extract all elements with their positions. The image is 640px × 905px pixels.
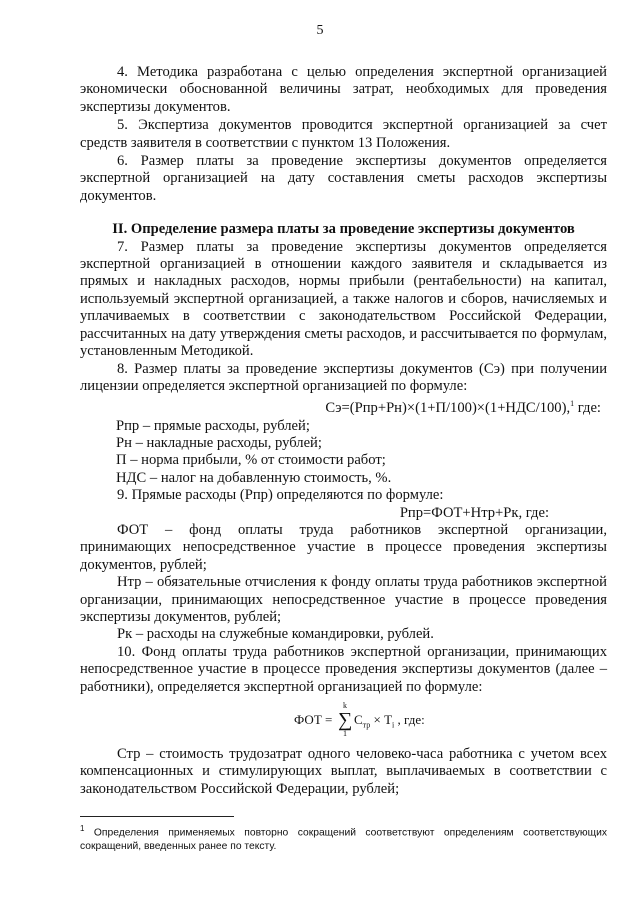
paragraph-4: 4. Методика разработана с целью определения экспертной организацией экономически обоснованной величины затрат, необходимых для проведения экспертизы документов.	[80, 64, 607, 115]
footnote	[80, 822, 607, 854]
definition-rn: Рн – накладные расходы, рублей;	[116, 434, 322, 451]
formula-cost-expertise	[80, 395, 607, 417]
sigma-symbol: ∑	[338, 709, 353, 732]
paragraph-7: 7. Размер платы за проведение экспертизы документов определяется экспертной организацией в отношении каждого заявителя и складывается из прямых и накладных расходов, нормы прибыли (рентабельности) на капитал, используемый экспертной организацией, а также налогов и сборов, начисляемых и уплачиваемых в соответствии с законодательством Российской Федерации, рассчитанных на дату утверждения сметы расходов, и рассчитывается по формулам, установленным Методикой.	[80, 238, 607, 360]
formula-c: С	[354, 712, 363, 728]
summation-sign	[338, 702, 352, 738]
paragraph-5: 5. Экспертиза документов проводится экспертной организацией за счет средств заявителя в соответствии с пунктом 13 Положения.	[80, 117, 607, 151]
paragraph-8: 8. Размер платы за проведение экспертизы документов (Сэ) при получении лицензии определяется экспертной организацией по формуле:	[80, 360, 607, 394]
formula-payroll-tail: , где:	[394, 712, 425, 728]
definition-p: П – норма прибыли, % от стоимости работ;	[116, 452, 386, 469]
page-number: 5	[316, 23, 324, 38]
formula-direct-costs: Рпр=ФОТ+Нтр+Рк, где:	[399, 504, 549, 521]
formula-t-sub: i	[392, 720, 395, 730]
footnote-ref: 1	[570, 399, 575, 409]
section-heading: II. Определение размера платы за проведение экспертизы документов	[112, 221, 575, 238]
formula-times-t: × Т	[370, 712, 393, 728]
formula-payroll	[80, 702, 607, 738]
definition-ntr: Нтр – обязательные отчисления к фонду оплаты труда работников экспертной организации, принимающих непосредственное участие в процессе проведения экспертизы документов, рублей;	[80, 574, 607, 626]
document-body	[80, 64, 607, 798]
paragraph-10: 10. Фонд оплаты труда работников экспертной организации, принимающих непосредственное участие в процессе проведения экспертизы документов (далее – работники), определяется экспертной организацией по формуле:	[80, 643, 607, 695]
formula-payroll-rhs	[354, 711, 425, 734]
summation-lower: 1	[343, 729, 347, 739]
summation-upper: k	[343, 701, 347, 711]
definition-rk: Рк – расходы на служебные командировки, рублей.	[117, 626, 434, 643]
definition-nds: НДС – налог на добавленную стоимость, %.	[116, 469, 392, 486]
footnote-mark: 1	[80, 824, 85, 833]
definition-str: Стр – стоимость трудозатрат одного человеко-часа работника с учетом всех компенсационных и стимулирующих выплат, выплачиваемых в соответствии с законодательством Российской Федерации, рублей;	[80, 746, 607, 797]
definition-fot: ФОТ – фонд оплаты труда работников экспертной организации, принимающих непосредственное участие в процессе проведения экспертизы документов, рублей;	[80, 522, 607, 573]
formula-cost-expertise-tail: где:	[574, 400, 601, 417]
paragraph-9: 9. Прямые расходы (Рпр) определяются по формуле:	[117, 487, 444, 504]
definition-rpr: Рпр – прямые расходы, рублей;	[116, 417, 310, 434]
formula-cost-expertise-text: Сэ=(Рпр+Рн)×(1+П/100)×(1+НДС/100),	[325, 400, 571, 417]
formula-payroll-lhs: ФОТ =	[294, 712, 333, 728]
footnote-divider	[80, 816, 234, 817]
formula-c-sub: тр	[362, 720, 371, 730]
paragraph-6: 6. Размер платы за проведение экспертизы документов определяется экспертной организацией на дату составления сметы расходов экспертизы документов.	[80, 153, 607, 204]
footnote-text: Определения применяемых повторно сокращений соответствуют определениям соответствующих сокращений, введенных ранее по тексту.	[80, 827, 607, 853]
